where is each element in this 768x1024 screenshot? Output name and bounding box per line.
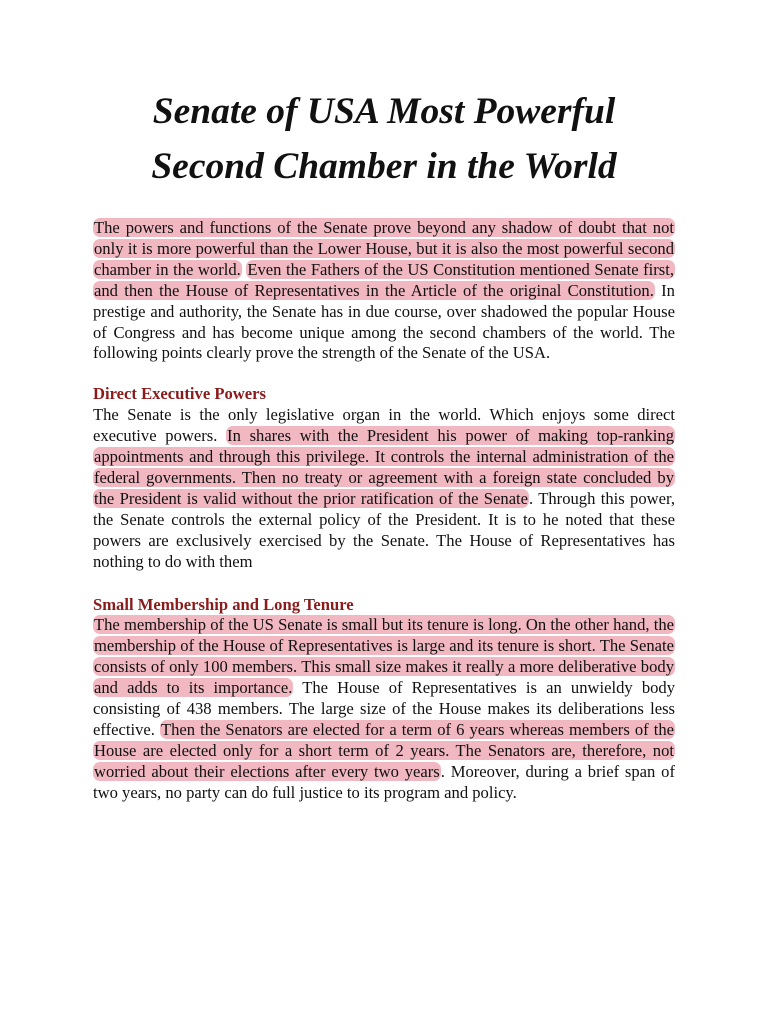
highlight: The membership of the US Senate is small but its tenure is long. On the other hand, the membership of the House of Representatives is large and its tenure is short. The Senate consists of only 100 members. This small size makes it really a more deliberative body and adds to its importance. — [94, 615, 674, 698]
paragraph-text: . Through this power, the Senate controls the external policy of the President. It is to he noted that these powers are exclusively exercised by the Senate. The House of Representatives has nothing to do with them — [93, 488, 675, 571]
paragraph-text: The House of Representatives is an unwieldy body consisting of 438 members. The large size of the House makes its deliberations less effective. — [93, 678, 676, 739]
highlight: In shares with the President his power of making top-ranking appointments and through this privilege. It controls the internal administration of the federal governments. Then no treaty or agreement with a foreign state concluded by the President is valid without the prior ratification of the Senate — [94, 426, 674, 508]
intro-paragraph — [93, 218, 675, 364]
title-line-1: Senate of USA Most Powerful — [152, 91, 616, 132]
section-heading-direct-executive-powers: Direct Executive Powers — [93, 384, 266, 404]
document-title — [93, 84, 675, 194]
section-heading-small-membership: Small Membership and Long Tenure — [93, 594, 354, 614]
paragraph-text: The Senate is the only legislative organ in the world. Which enjoys some direct executive powers. — [93, 405, 675, 446]
direct-executive-powers-paragraph — [93, 405, 675, 572]
highlight: Then the Senators are elected for a term of 6 years whereas members of the House are elected only for a short term of 2 years. The Senators are, therefore, not worried about their elections after every two years — [94, 719, 674, 781]
highlight: The powers and functions of the Senate prove beyond any shadow of doubt that not only it is more powerful than the Lower House, but it is also the most powerful second chamber in the world. — [94, 218, 674, 279]
paragraph-text: . Moreover, during a brief span of two years, no party can do full justice to its program and policy. — [93, 761, 675, 802]
title-line-2: Second Chamber in the World — [151, 146, 617, 187]
highlight: Even the Fathers of the US Constitution mentioned Senate first, and then the House of Representatives in the Article of the original Constitution. — [94, 259, 675, 300]
paragraph-text: In prestige and authority, the Senate has in due course, over shadowed the popular House of Congress and has become unique among the second chambers of the world. The following points clearly prove the strength of the Senate of the USA. — [93, 280, 675, 363]
small-membership-paragraph — [93, 615, 675, 803]
